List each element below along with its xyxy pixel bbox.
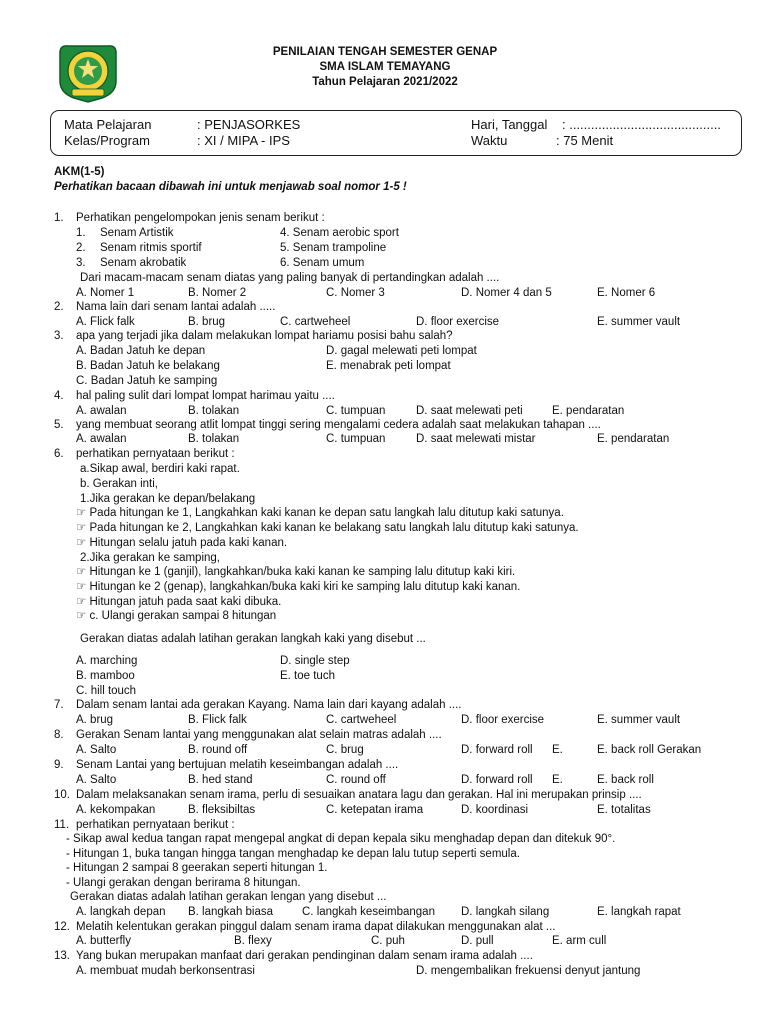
text-line: 13. — [54, 950, 70, 962]
hari-label: Hari, Tanggal — [471, 117, 548, 132]
text-line: D. forward roll — [461, 774, 533, 786]
kelas-label: Kelas/Program — [64, 133, 150, 148]
mapel-label: Mata Pelajaran — [64, 117, 152, 132]
text-line: E. back roll Gerakan — [597, 744, 702, 756]
text-line: C. puh — [371, 935, 405, 947]
kelas-value: : XI / MIPA - IPS — [197, 133, 290, 148]
text-line: B. tolakan — [188, 405, 240, 417]
text-line: ☞ Hitungan jatuh pada saat kaki dibuka. — [76, 596, 282, 608]
text-line: E. summer vault — [597, 316, 681, 328]
text-line: Senam akrobatik — [100, 257, 187, 269]
text-line: E. Nomer 6 — [597, 287, 656, 299]
text-line: C. tumpuan — [326, 433, 386, 445]
waktu-value: : 75 Menit — [556, 133, 614, 148]
text-line: C. cartweheel — [280, 316, 351, 328]
text-line: Senam ritmis sportif — [100, 242, 202, 254]
text-line: 2.Jika gerakan ke samping, — [80, 552, 220, 564]
text-line: B. mamboo — [76, 670, 135, 682]
text-line: E. pendaratan — [597, 433, 670, 445]
text-line: Nama lain dari senam lantai adalah ..... — [76, 301, 276, 313]
text-line: - Ulangi gerakan dengan berirama 8 hitungan. — [66, 877, 301, 889]
hari-value: : .......................................... — [562, 117, 721, 132]
text-line: E. back roll — [597, 774, 654, 786]
text-line: B. flexy — [234, 935, 272, 947]
text-line: Melatih kelentukan gerakan pinggul dalam senam irama dapat dilakukan menggunakan alat ... — [76, 921, 556, 933]
text-line: yang membuat seorang atlit lompat tinggi sering mengalami cedera adalah saat melakukan tahapan .... — [76, 419, 601, 431]
text-line: C. hill touch — [76, 685, 137, 697]
text-line: A. membuat mudah berkonsentrasi — [76, 965, 255, 977]
text-line: Gerakan diatas adalah latihan gerakan lengan yang disebut ... — [70, 891, 387, 903]
text-line: b. Gerakan inti, — [80, 478, 158, 490]
text-line: B. Flick falk — [188, 714, 247, 726]
text-line: C. tumpuan — [326, 405, 386, 417]
waktu-label: Waktu — [471, 133, 508, 148]
text-line: D. floor exercise — [416, 316, 500, 328]
text-line: B. brug — [188, 316, 226, 328]
text-line: ☞ Pada hitungan ke 1, Langkahkan kaki kanan ke depan satu langkah lalu ditutup kaki satunya. — [76, 507, 564, 519]
text-line: B. fleksibiltas — [188, 804, 256, 816]
text-line: 5. Senam trampoline — [280, 242, 387, 254]
text-line: 9. — [54, 759, 64, 771]
text-line: D. koordinasi — [461, 804, 529, 816]
text-line: 5. — [54, 419, 64, 431]
text-line: D. single step — [280, 655, 350, 667]
text-line: ☞ c. Ulangi gerakan sampai 8 hitungan — [76, 610, 277, 622]
text-line: B. tolakan — [188, 433, 240, 445]
mapel-value: : PENJASORKES — [197, 117, 301, 132]
text-line: E. arm cull — [552, 935, 607, 947]
school-logo — [54, 43, 122, 103]
exam-title: PENILAIAN TENGAH SEMESTER GENAP — [272, 46, 498, 58]
text-line: 11. — [54, 819, 70, 831]
text-line: D. forward roll — [461, 744, 533, 756]
text-line: E. pendaratan — [552, 405, 625, 417]
text-line: D. pull — [461, 935, 494, 947]
text-line: D. mengembalikan frekuensi denyut jantung — [416, 965, 641, 977]
text-line: A. Nomer 1 — [76, 287, 135, 299]
text-line: D. floor exercise — [461, 714, 545, 726]
text-line: B. Nomer 2 — [188, 287, 247, 299]
text-line: 2. — [76, 242, 86, 254]
text-line: D. saat melewati peti — [416, 405, 523, 417]
text-line: A. Flick falk — [76, 316, 135, 328]
text-line: Dalam senam lantai ada gerakan Kayang. Nama lain dari kayang adalah .... — [76, 699, 462, 711]
text-line: C. round off — [326, 774, 386, 786]
text-line: E. totalitas — [597, 804, 651, 816]
text-line: E. summer vault — [597, 714, 681, 726]
text-line: E. langkah rapat — [597, 906, 681, 918]
text-line: C. Nomer 3 — [326, 287, 385, 299]
text-line: Dari macam-macam senam diatas yang paling banyak di pertandingkan adalah .... — [80, 272, 500, 284]
text-line: C. langkah keseimbangan — [302, 906, 435, 918]
text-line: E. toe tuch — [280, 670, 335, 682]
text-line: perhatikan pernyataan berikut : — [76, 819, 235, 831]
text-line: Senam Artistik — [100, 227, 174, 239]
text-line: 1. — [76, 227, 86, 239]
text-line: B. Badan Jatuh ke belakang — [76, 360, 220, 372]
section-title: AKM(1-5) — [54, 166, 105, 178]
text-line: ☞ Pada hitungan ke 2, Langkahkan kaki kanan ke belakang satu langkah lalu ditutup kaki satunya. — [76, 522, 579, 534]
text-line: - Hitungan 1, buka tangan hingga tangan menghadap ke depan lalu tutup seperti semula. — [66, 848, 520, 860]
text-line: B. round off — [188, 744, 248, 756]
text-line: A. brug — [76, 714, 114, 726]
text-line: A. Badan Jatuh ke depan — [76, 345, 206, 357]
text-line: ☞ Hitungan ke 2 (genap), langkahkan/buka kaki kiri ke samping lalu ditutup kaki kanan. — [76, 581, 521, 593]
text-line: 4. Senam aerobic sport — [280, 227, 399, 239]
text-line: ☞ Hitungan selalu jatuh pada kaki kanan. — [76, 537, 288, 549]
text-line: 3. — [54, 330, 64, 342]
text-line: Yang bukan merupakan manfaat dari gerakan pendinginan dalam senam irama adalah .... — [76, 950, 533, 962]
text-line: E. — [552, 744, 563, 756]
text-line: D. saat melewati mistar — [416, 433, 536, 445]
text-line: A. awalan — [76, 405, 127, 417]
text-line: C. cartweheel — [326, 714, 397, 726]
text-line: C. Badan Jatuh ke samping — [76, 375, 218, 387]
text-line: B. langkah biasa — [188, 906, 274, 918]
text-line: A. langkah depan — [76, 906, 166, 918]
text-line: 6. — [54, 448, 64, 460]
section-instruction: Perhatikan bacaan dibawah ini untuk menjawab soal nomor 1-5 ! — [54, 181, 407, 193]
text-line: Perhatikan pengelompokan jenis senam berikut : — [76, 212, 325, 224]
text-line: a.Sikap awal, berdiri kaki rapat. — [80, 463, 240, 475]
text-line: A. Salto — [76, 744, 117, 756]
text-line: Dalam melaksanakan senam irama, perlu di sesuaikan anatara lagu dan gerakan. Hal ini merupakan prinsip .... — [76, 789, 642, 801]
text-line: perhatikan pernyataan berikut : — [76, 448, 235, 460]
text-line: D. gagal melewati peti lompat — [326, 345, 477, 357]
text-line: Gerakan Senam lantai yang menggunakan alat selain matras adalah .... — [76, 729, 442, 741]
text-line: 1. — [54, 212, 64, 224]
text-line: 2. — [54, 301, 64, 313]
text-line: 4. — [54, 390, 64, 402]
text-line: Gerakan diatas adalah latihan gerakan langkah kaki yang disebut ... — [80, 633, 426, 645]
text-line: - Sikap awal kedua tangan rapat mengepal angkat di depan kepala siku menghadap depan dan ditekuk 90°. — [66, 833, 616, 845]
text-line: C. ketepatan irama — [326, 804, 424, 816]
text-line: C. brug — [326, 744, 364, 756]
academic-year: Tahun Pelajaran 2021/2022 — [312, 76, 458, 88]
text-line: - Hitungan 2 sampai 8 geerakan seperti hitungan 1. — [66, 862, 328, 874]
text-line: hal paling sulit dari lompat lompat harimau yaitu .... — [76, 390, 335, 402]
text-line: A. awalan — [76, 433, 127, 445]
text-line: 7. — [54, 699, 64, 711]
text-line: 3. — [76, 257, 86, 269]
text-line: Senam Lantai yang bertujuan melatih keseimbangan adalah .... — [76, 759, 399, 771]
text-line: A. butterfly — [76, 935, 131, 947]
text-line: 1.Jika gerakan ke depan/belakang — [80, 493, 256, 505]
text-line: 6. Senam umum — [280, 257, 365, 269]
text-line: 10. — [54, 789, 70, 801]
text-line: ☞ Hitungan ke 1 (ganjil), langkahkan/buka kaki kanan ke samping lalu ditutup kaki kiri. — [76, 566, 516, 578]
text-line: A. marching — [76, 655, 138, 667]
text-line: 12. — [54, 921, 70, 933]
text-line: E. menabrak peti lompat — [326, 360, 451, 372]
school-name: SMA ISLAM TEMAYANG — [319, 61, 451, 73]
text-line: A. Salto — [76, 774, 117, 786]
text-line: apa yang terjadi jika dalam melakukan lompat hariamu posisi bahu salah? — [76, 330, 453, 342]
text-line: D. Nomer 4 dan 5 — [461, 287, 552, 299]
text-line: B. hed stand — [188, 774, 253, 786]
text-line: E. — [552, 774, 563, 786]
text-line: A. kekompakan — [76, 804, 156, 816]
text-line: D. langkah silang — [461, 906, 550, 918]
text-line: 8. — [54, 729, 64, 741]
